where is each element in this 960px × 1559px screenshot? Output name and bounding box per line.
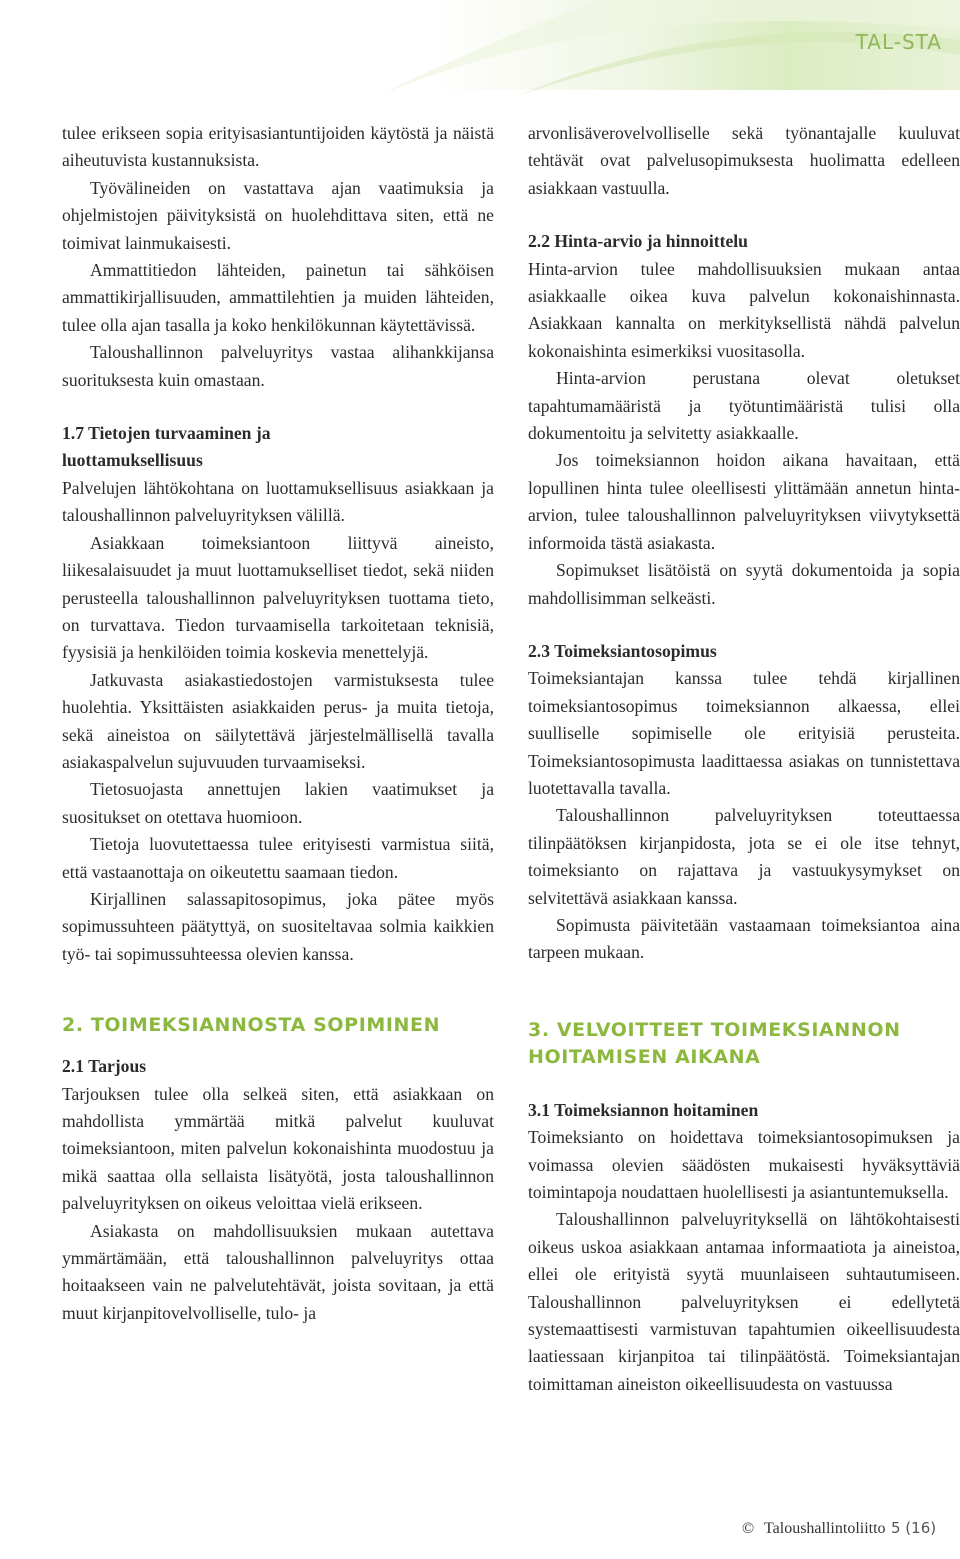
footer-organization: Taloushallintoliitto [764, 1520, 886, 1537]
heading-2-3: 2.3 Toimeksiantosopimus [528, 640, 717, 661]
spacer [528, 967, 960, 1017]
copyright-icon: © [742, 1520, 755, 1537]
section-heading-3-cont: HOITAMISEN AIKANA [528, 1045, 761, 1068]
paragraph: Kirjallinen salassapitosopimus, joka pätee myös sopimussuhteen päätyttyä, on suositeltavaa solmia kaikkien työ- tai sopimussuhteessa olevien kanssa. [62, 888, 494, 964]
paragraph: Taloushallinnon palveluyrityksen toteuttaessa tilinpäätöksen kirjanpidosta, jota se ei ole itse tehnyt, toimeksianto on rajattava ja vastuukysymykset on selvitettävä asiakkaan kanssa. [528, 805, 960, 908]
paragraph: Ammattitiedon lähteiden, painetun tai sähköisen ammattikirjallisuuden, ammattilehtien ja muiden lähteiden, tulee olla ajan tasalla ja koko henkilökunnan käytettävissä. [62, 260, 494, 335]
paragraph: Taloushallinnon palveluyrityksellä on lähtökohtaisesti oikeus uskoa asiakkaan antamaa informaatiota ja aineistoa, ellei ole erityistä syytä muunlaiseen suhtautumiseen. Taloushallinnon palveluyrityksen ei edellytetä systemaattisesti varmistuvan tapahtumien oikeellisuudesta laatiessaan kirjanpitoa tai tilinpäätöstä. Toimeksiantajan toimittaman aineiston oikeellisuudesta on vastuussa [528, 1209, 960, 1394]
section-heading-3: 3. VELVOITTEET TOIMEKSIANNON [528, 1018, 901, 1041]
left-column [62, 120, 494, 1327]
section-heading-2: 2. TOIMEKSIANNOSTA SOPIMINEN [62, 1014, 441, 1037]
heading-2-2: 2.2 Hinta-arvio ja hinnoittelu [528, 231, 748, 252]
paragraph: tulee erikseen sopia erityisasiantuntijoiden käytöstä ja näistä aiheutuvista kustannuksista. [62, 123, 494, 171]
paragraph: Tietosuojasta annettujen lakien vaatimukset ja suositukset on otettava huomioon. [62, 779, 494, 827]
paragraph: Asiakasta on mahdollisuuksien mukaan autettava ymmärtämään, että taloushallinnon palveluyritys ottaa hoitaakseen vain ne palvelutehtävät, joista sovitaan, ja että muut kirjanpitovelvolliselle, tulo- ja [62, 1220, 494, 1323]
paragraph: Työvälineiden on vastattava ajan vaatimuksia ja ohjelmistojen päivityksistä on huolehdittava siten, että ne toimivat lainmukaisesti. [62, 177, 494, 253]
spacer [62, 968, 494, 1012]
paragraph: Palvelujen lähtökohtana on luottamuksellisuus asiakkaan ja taloushallinnon palveluyrityksen välillä. [62, 477, 494, 526]
heading-2-1: 2.1 Tarjous [62, 1056, 147, 1077]
paragraph: Toimeksianto on hoidettava toimeksiantosopimuksen ja voimassa olevien säädösten mukaisesti hyväksyttäviä toimintapoja noudattaen huolellisesti ja asiantuntemuksella. [528, 1127, 960, 1202]
spacer [62, 394, 494, 420]
paragraph: Hinta-arvion tulee mahdollisuuksien mukaan antaa asiakkaalle oikea kuva palvelun kokonaishinnasta. Asiakkaan kannalta on merkityksellistä nähdä palvelun kokonaishinta esimerkiksi vuositasolla. [528, 258, 960, 361]
spacer [62, 1039, 494, 1053]
brand-label: TAL-STA [855, 30, 942, 54]
paragraph: Sopimukset lisätöistä on syytä dokumentoida ja sopia mahdollisimman selkeästi. [528, 560, 960, 608]
spacer [528, 202, 960, 228]
paragraph: Hinta-arvion perustana olevat oletukset tapahtumamääristä ja työtuntimääristä tulisi olla dokumentoitu ja selvitetty asiakkaalle. [528, 368, 960, 444]
paragraph: Sopimusta päivitetään vastaamaan toimeksiantoa aina tarpeen mukaan. [528, 914, 960, 963]
paragraph: Taloushallinnon palveluyritys vastaa alihankkijansa suorituksesta kuin omastaan. [62, 342, 494, 390]
right-column [528, 120, 960, 1398]
spacer [528, 1071, 960, 1097]
page-footer [742, 1514, 942, 1544]
paragraph: Toimeksiantajan kanssa tulee tehdä kirjallinen toimeksiantosopimus toimeksiannon alkaessa, ellei suulliselle sopimiselle ole erityisiä perusteita. Toimeksiantosopimusta laadittaessa asiakas on tunnistettava luotettavalla tavalla. [528, 668, 960, 798]
spacer [528, 612, 960, 638]
header-decoration [0, 0, 960, 95]
paragraph: Asiakkaan toimeksiantoon liittyvä aineisto, liikesalaisuudet ja muut luottamukselliset tiedot, sekä niiden perusteella taloushallinnon palveluyrityksen tuottama tieto, on turvattava. Tiedon turvaamisella tarkoitetaan teknisiä, fyysisiä ja henkilöiden toimia koskevia menettelyjä. [62, 532, 494, 663]
paragraph: Tarjouksen tulee olla selkeä siten, että asiakkaan on mahdollista ymmärtää mitkä palvelut kuuluvat toimeksiantoon, miten palvelun kokonaishinta muodostuu ja mikä saattaa olla sellaista lisätyötä, josta taloushallinnon palveluyrityksen on oikeus veloittaa vielä erikseen. [62, 1083, 494, 1214]
heading-1-7: 1.7 Tietojen turvaaminen ja luottamuksellisuus [62, 423, 271, 471]
paragraph: Jos toimeksiannon hoidon aikana havaitaan, että lopullinen hinta tulee oleellisesti ylittämään annetun hinta-arvion, tulee taloushallinnon palveluyrityksen viivytyksettä informoida tästä asiakasta. [528, 450, 960, 553]
heading-3-1: 3.1 Toimeksiannon hoitaminen [528, 1099, 759, 1120]
paragraph: arvonlisäverovelvolliselle sekä työnantajalle kuuluvat tehtävät ovat palvelusopimuksesta huolimatta edelleen asiakkaan vastuulla. [528, 123, 960, 198]
paragraph: Tietoja luovutettaessa tulee erityisesti varmistua siitä, että vastaanottaja on oikeutettu saamaan tiedon. [62, 834, 494, 882]
paragraph: Jatkuvasta asiakastiedostojen varmistuksesta tulee huolehtia. Yksittäisten asiakkaiden perus- ja muita tietoja, sekä aineistoa on säilytettävä järjestelmällisellä tavalla asiakaspalvelun sujuvuuden turvaamiseksi. [62, 669, 494, 772]
page-number: 5 (16) [891, 1519, 937, 1537]
